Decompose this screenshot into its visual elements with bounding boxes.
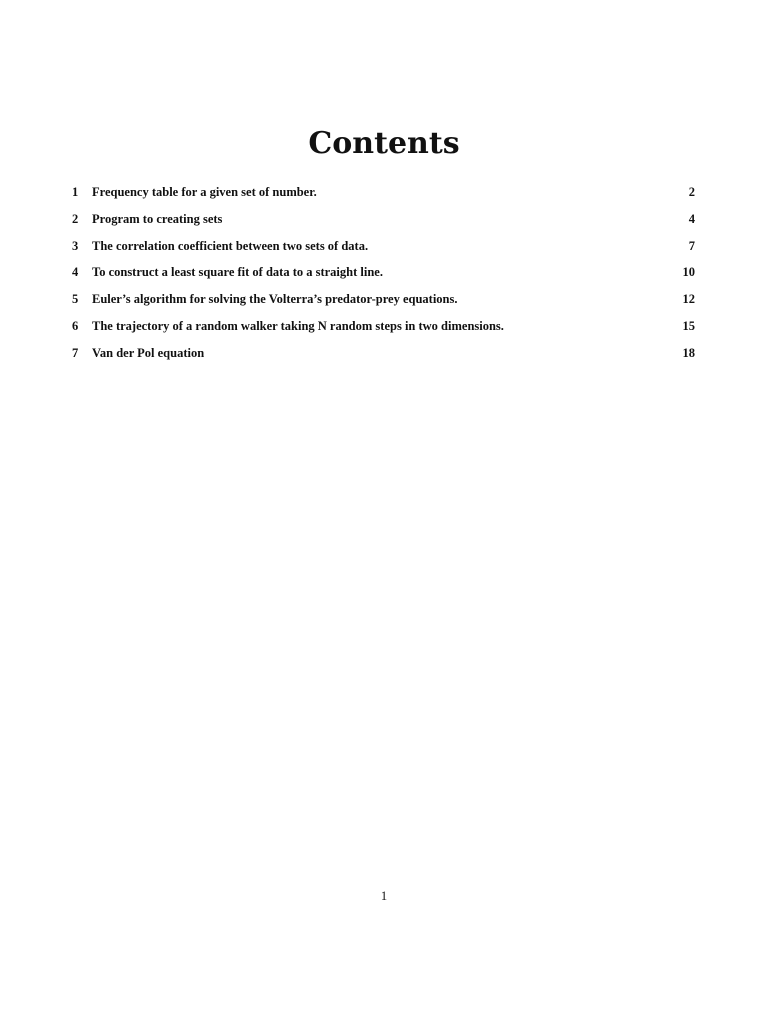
toc-entry[interactable] (72, 233, 695, 260)
toc-entry[interactable] (72, 313, 695, 340)
table-of-contents (72, 179, 695, 367)
toc-entry-title[interactable]: The correlation coefficient between two sets of data. (92, 238, 369, 253)
page-title: Contents (308, 126, 460, 161)
toc-entry-title[interactable]: Program to creating sets (92, 211, 223, 226)
toc-entry[interactable] (72, 206, 695, 233)
toc-entry[interactable] (72, 340, 695, 367)
toc-entry-number: 5 (72, 292, 79, 307)
toc-entry-number: 6 (72, 318, 79, 333)
toc-entry-number: 4 (72, 265, 79, 280)
toc-entry-number: 2 (72, 211, 79, 226)
toc-entry-page[interactable]: 18 (682, 345, 695, 360)
toc-entry[interactable] (72, 286, 695, 313)
toc-entry-page[interactable]: 10 (682, 265, 695, 280)
toc-entry[interactable] (72, 179, 695, 206)
toc-entry[interactable] (72, 259, 695, 286)
toc-entry-number: 7 (72, 345, 79, 360)
toc-entry-page[interactable]: 7 (688, 238, 695, 253)
toc-entry-title[interactable]: To construct a least square fit of data to a straight line. (92, 265, 383, 280)
toc-entry-page[interactable]: 12 (682, 292, 695, 307)
toc-entry-page[interactable]: 4 (688, 211, 695, 226)
toc-entry-title[interactable]: Van der Pol equation (92, 345, 205, 360)
toc-entry-number: 3 (72, 238, 79, 253)
toc-entry-page[interactable]: 2 (688, 185, 695, 199)
toc-entry-page[interactable]: 15 (682, 318, 695, 333)
toc-entry-title[interactable]: Euler’s algorithm for solving the Volterra’s predator-prey equations. (92, 292, 458, 307)
toc-entry-title[interactable]: Frequency table for a given set of number. (92, 185, 317, 199)
page-number: 1 (380, 889, 388, 903)
toc-entry-number: 1 (72, 185, 79, 199)
toc-entry-title[interactable]: The trajectory of a random walker taking N random steps in two dimensions. (92, 318, 504, 333)
